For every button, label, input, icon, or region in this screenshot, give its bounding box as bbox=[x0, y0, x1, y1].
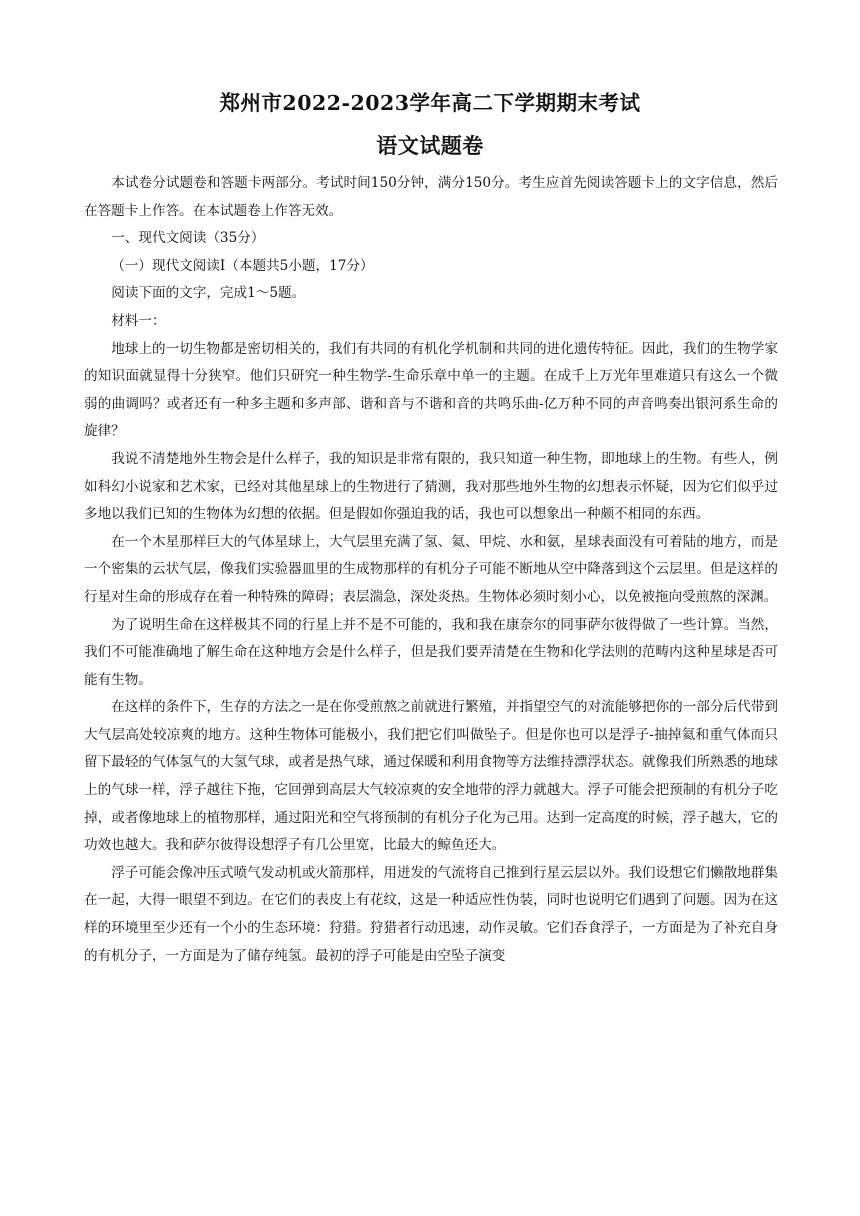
document-body bbox=[84, 170, 778, 970]
reading-instruction: 阅读下面的文字，完成1～5题。 bbox=[111, 285, 306, 302]
body-paragraph: 在这样的条件下，生存的方法之一是在你受煎熬之前就进行繁殖，并指望空气的对流能够把你的一部分后代带到大气层高处较凉爽的地方。这种生物体可能极小，我们把它们叫做坠子。但是你也可以是浮子-抽掉氦和重气体而只留下最轻的气体氢气的大氢气球，或者是热气球，通过保暖和利用食物等方法维持漂浮状态。就像我们所熟悉的地球上的气球一样，浮子越往下拖，它回弹到高层大气较凉爽的安全地带的浮力就越大。浮子可能会把预制的有机分子吃掉，或者像地球上的植物那样，通过阳光和空气将预制的有机分子化为己用。达到一定高度的时候，浮子越大，它的功效也越大。我和萨尔彼得设想浮子有几公里宽，比最大的鲸鱼还大。 bbox=[84, 699, 778, 854]
subsection-heading: （一）现代文阅读Ⅰ（本题共5小题，17分） bbox=[111, 257, 374, 274]
body-paragraph: 为了说明生命在这样极其不同的行星上并不是不可能的，我和我在康奈尔的同事萨尔彼得做了一些计算。当然，我们不可能准确地了解生命在这种地方会是什么样子，但是我们要弄清楚在生物和化学法则的范畴内这种星球是否可能有生物。 bbox=[84, 616, 778, 688]
body-paragraph: 在一个木星那样巨大的气体星球上，大气层里充满了氢、氦、甲烷、水和氨，星球表面没有可着陆的地方，而是一个密集的云状气层，像我们实验器皿里的生成物那样的有机分子可能不断地从空中降落到这个云层里。但是这样的行星对生命的形成存在着一种特殊的障碍；表层湍急，深处炎热。生物体必须时刻小心，以免被拖向受煎熬的深渊。 bbox=[84, 533, 778, 605]
material-label: 材料一： bbox=[111, 312, 166, 329]
body-paragraph: 地球上的一切生物都是密切相关的，我们有共同的有机化学机制和共同的进化遗传特征。因此，我们的生物学家的知识面就显得十分狭窄。他们只研究一种生物学-生命乐章中单一的主题。在成千上万光年里难道只有这么一个微弱的曲调吗？或者还有一种多主题和多声部、谐和音与不谐和音的共鸣乐曲-亿万种不同的声音鸣奏出银河系生命的旋律？ bbox=[84, 340, 778, 440]
section-heading: 一、现代文阅读（35分） bbox=[111, 230, 265, 247]
exam-subtitle: 语文试题卷 bbox=[376, 133, 484, 158]
body-paragraph: 浮子可能会像冲压式喷气发动机或火箭那样，用迸发的气流将自己推到行星云层以外。我们设想它们懒散地群集在一起，大得一眼望不到边。在它们的表皮上有花纹，这是一种适应性伪装，同时也说明它们遇到了问题。因为在这样的环境里至少还有一个小的生态环境：狩猎。狩猎者行动迅速，动作灵敏。它们吞食浮子，一方面是为了补充自身的有机分子，一方面是为了储存纯氢。最初的浮子可能是由空坠子演变 bbox=[84, 864, 778, 964]
exam-title: 郑州市2022-2023学年高二下学期期末考试 bbox=[219, 91, 641, 115]
instructions-paragraph: 本试卷分试题卷和答题卡两部分。考试时间150分钟，满分150分。考生应首先阅读答题卡上的文字信息，然后在答题卡上作答。在本试题卷上作答无效。 bbox=[84, 175, 778, 219]
body-paragraph: 我说不清楚地外生物会是什么样子，我的知识是非常有限的，我只知道一种生物，即地球上的生物。有些人，例如科幻小说家和艺术家，已经对其他星球上的生物进行了猜测，我对那些地外生物的幻想表示怀疑，因为它们似乎过多地以我们已知的生物体为幻想的依据。但是假如你强迫我的话，我也可以想象出一种颇不相同的东西。 bbox=[84, 450, 778, 523]
